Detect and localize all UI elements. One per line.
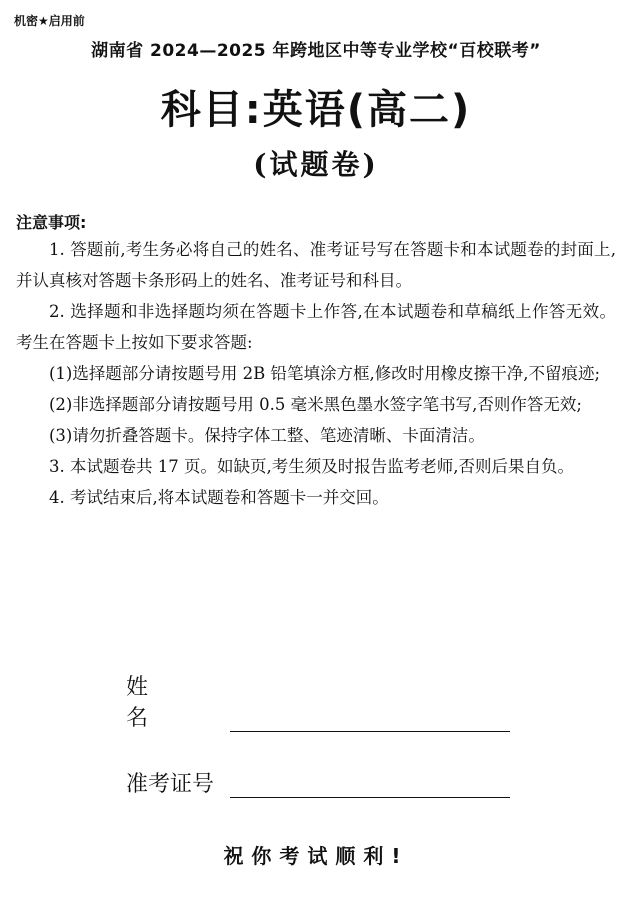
notice-item: 2. 选择题和非选择题均须在答题卡上作答,在本试题卷和草稿纸上作答无效。考生在答题卡上按如下要求答题:: [16, 302, 616, 352]
page-subtitle: (试题卷): [253, 148, 379, 181]
notice-item: (2)非选择题部分请按题号用 0.5 毫米黑色墨水签字笔书写,否则作答无效;: [49, 395, 582, 414]
notice-item: 3. 本试题卷共 17 页。如缺页,考生须及时报告监考老师,否则后果自负。: [49, 457, 574, 476]
notice-item: 1. 答题前,考生务必将自己的姓名、准考证号写在答题卡和本试题卷的封面上,并认真核对答题卡条形码上的姓名、准考证号和科目。: [16, 240, 616, 290]
notice-heading: 注意事项:: [16, 213, 87, 232]
exam-id-field: [126, 764, 510, 798]
exam-id-label: 准考证号: [126, 772, 215, 797]
notice-item: (1)选择题部分请按题号用 2B 铅笔填涂方框,修改时用橡皮擦干净,不留痕迹;: [49, 364, 601, 383]
name-label: 姓名: [126, 675, 195, 731]
notice-item: 4. 考试结束后,将本试题卷和答题卡一并交回。: [49, 488, 389, 507]
notice-list: [16, 234, 616, 513]
name-blank-line[interactable]: [230, 705, 510, 732]
notice-item: (3)请勿折叠答题卡。保持字体工整、笔迹清晰、卡面清洁。: [49, 426, 485, 445]
confidential-label: 机密★启用前: [14, 14, 85, 28]
name-field: [126, 675, 510, 732]
closing-wish: 祝你考试顺利!: [223, 844, 409, 868]
exam-header: 湖南省 2024—2025 年跨地区中等专业学校“百校联考”: [91, 41, 541, 61]
page-title: 科目:英语(高二): [160, 87, 472, 133]
exam-id-blank-line[interactable]: [230, 771, 510, 798]
